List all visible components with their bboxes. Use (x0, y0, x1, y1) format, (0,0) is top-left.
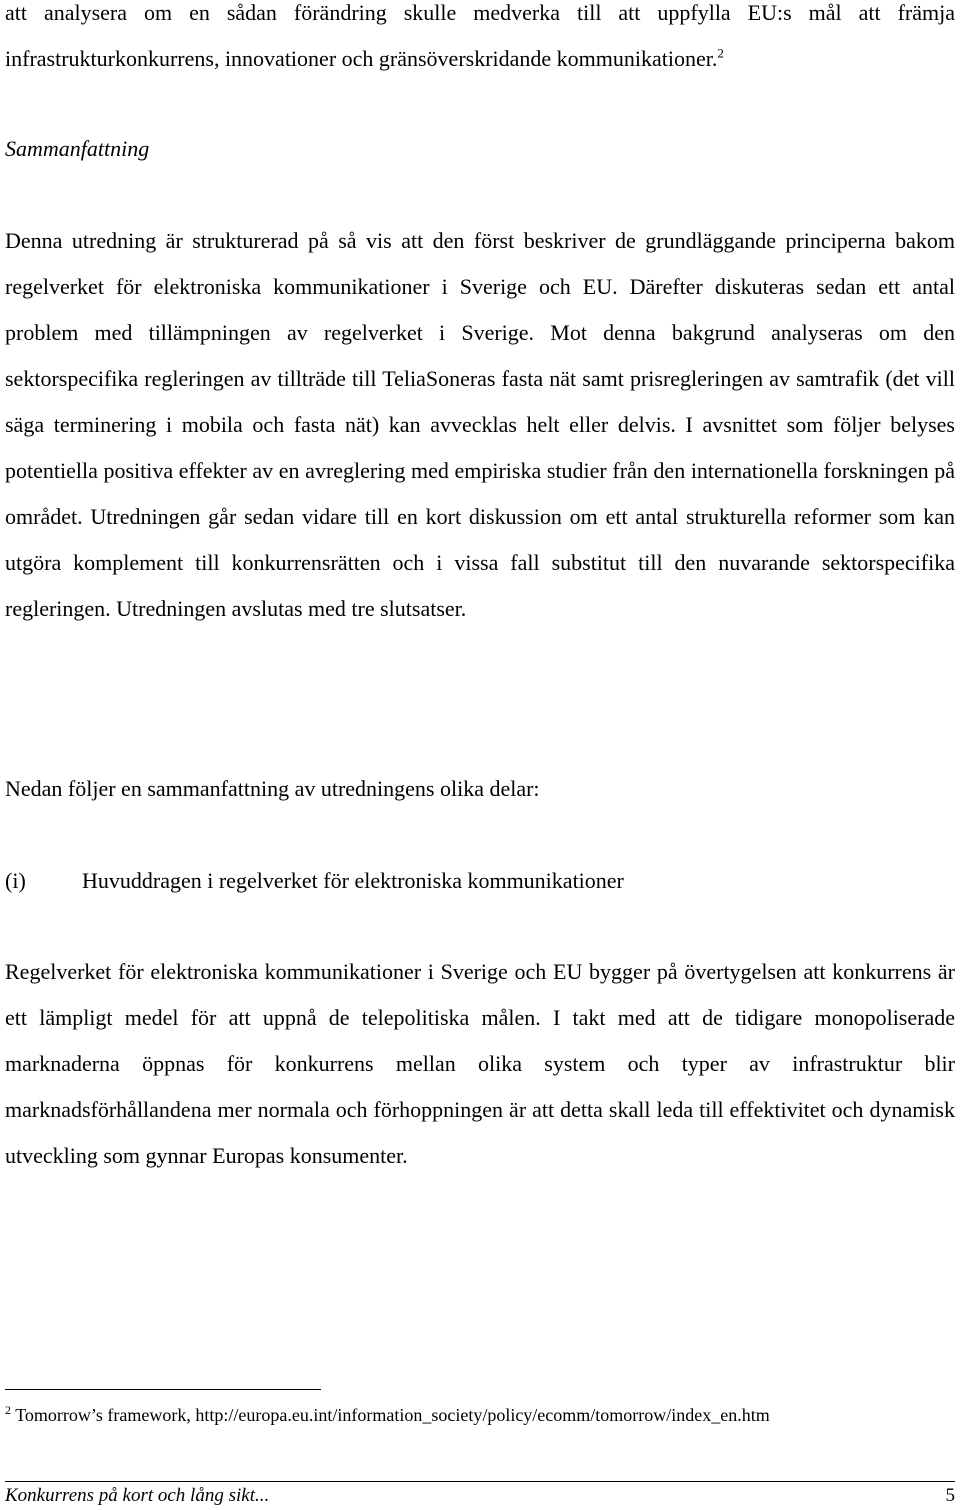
footnote (5, 1400, 955, 1430)
footnote-divider (5, 1389, 321, 1390)
intro-paragraph (5, 0, 955, 82)
section-heading: Sammanfattning (5, 136, 150, 161)
summary-intro: Nedan följer en sammanfattning av utredningens olika delar: (5, 776, 540, 801)
list-item-number: (i) (5, 868, 26, 893)
item-body-paragraph: Regelverket för elektroniska kommunikationer i Sverige och EU bygger på övertygelsen att konkurrens är ett lämpligt medel för att uppnå de telepolitiska målen. I takt med att de tidigare monopoliserade marknaderna öppnas för konkurrens mellan olika system och typer av infrastruktur blir marknadsförhållandena mer normala och förhoppningen är att detta skall leda till effektivitet och dynamisk utveckling som gynnar Europas konsumenter. (5, 959, 955, 1168)
footnote-reference[interactable]: 2 (717, 45, 724, 61)
footnote-text[interactable]: Tomorrow’s framework, http://europa.eu.int/information_society/policy/ecomm/tomorrow/index_en.htm (15, 1405, 770, 1425)
list-item-title: Huvuddragen i regelverket för elektroniska kommunikationer (82, 868, 624, 893)
footer-divider (5, 1481, 955, 1482)
page-number: 5 (945, 1485, 955, 1506)
footer-title: Konkurrens på kort och lång sikt... (5, 1485, 270, 1506)
intro-text: att analysera om en sådan förändring skulle medverka till att uppfylla EU:s mål att främja infrastrukturkonkurrens, innovationer och gränsöverskridande kommunikationer. (5, 0, 955, 71)
footnote-number: 2 (5, 1403, 11, 1417)
section-body-paragraph: Denna utredning är strukturerad på så vis att den först beskriver de grundläggande principerna bakom regelverket för elektroniska kommunikationer i Sverige och EU. Därefter diskuteras sedan ett antal problem med tillämpningen av regelverket i Sverige. Mot denna bakgrund analyseras om den sektorspecifika regleringen av tillträde till TeliaSoneras fasta nät samt prisregleringen av samtrafik (det vill säga terminering i mobila och fasta nät) kan avvecklas helt eller delvis. I avsnittet som följer belyses potentiella positiva effekter av en avreglering med empiriska studier från den internationella forskningen på området. Utredningen går sedan vidare till en kort diskussion om ett antal strukturella reformer som kan utgöra komplement till konkurrensrätten och i vissa fall substitut till den nuvarande sektorspecifika regleringen. Utredningen avslutas med tre slutsatser. (5, 228, 955, 621)
